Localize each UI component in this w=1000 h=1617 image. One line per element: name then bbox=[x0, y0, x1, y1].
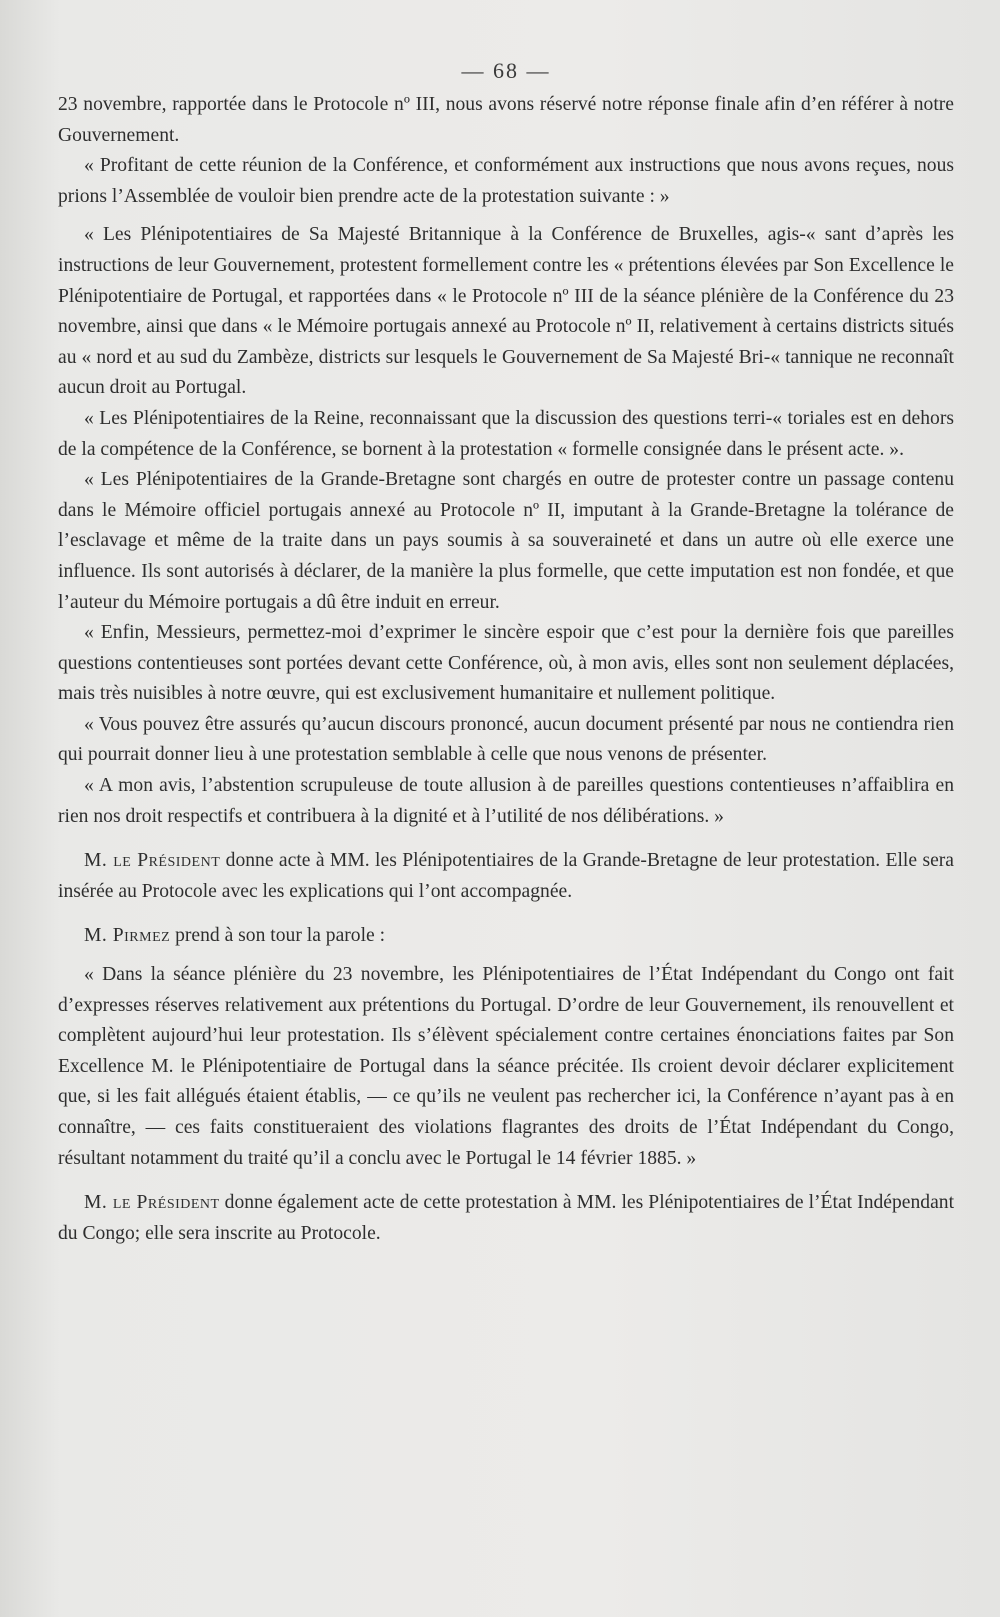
speaker-name: M. le Président bbox=[84, 1192, 220, 1214]
page-number: — 68 — bbox=[461, 58, 551, 83]
president-statement bbox=[58, 1188, 954, 1249]
speaker-name: M. le Président bbox=[84, 850, 221, 872]
statement-text: donne également acte de cette protestation à MM. les Plénipotentiaires de l’État Indépendant du Congo; elle sera inscrite au Protocole. bbox=[58, 1192, 955, 1244]
paragraph: « Vous pouvez être assurés qu’aucun discours prononcé, aucun document présenté par nous ne contiendra rien qui pourrait donner lieu à une protestation semblable à celle que nous venons de présenter. bbox=[58, 713, 954, 766]
statement-text: donne acte à MM. les Plénipotentiaires de la Grande-Bretagne de leur protestation. Elle sera insérée au Protocole avec les explications qui l’ont accompagnée. bbox=[58, 850, 954, 902]
paragraph: « Les Plénipotentiaires de la Grande-Bretagne sont chargés en outre de protester contre un passage contenu dans le Mémoire officiel portugais annexé au Protocole nº II, imputant à la Grande-Bretagne la tolérance de l’esclavage et même de la traite dans un pays soumis à sa souveraineté et dans un autre où elle exerce une influence. Ils sont autorisés à déclarer, de la manière la plus formelle, que cette imputation est non fondée, et que l’auteur du Mémoire portugais a dû être induit en erreur. bbox=[58, 469, 954, 613]
body-text bbox=[58, 90, 954, 1249]
quoted-protest: « Les Plénipotentiaires de Sa Majesté Britannique à la Conférence de Bruxelles, agis-« sant d’après les instructions de leur Gouvernement, protestent formellement contre les « prétentions élevées par Son Excellence le Plénipotentiaire de Portugal, et rapportées dans « le Protocole nº III de la séance plénière de la Conférence du 23 novembre, ainsi que dans « le Mémoire portugais annexé au Protocole nº II, relativement à certains districts situés au « nord et au sud du Zambèze, districts sur lesquels le Gouvernement de Sa Majesté Bri-« tannique ne reconnaît aucun droit au Portugal. bbox=[58, 224, 954, 399]
president-statement bbox=[58, 846, 954, 907]
statement-text: prend à son tour la parole : bbox=[170, 925, 386, 947]
paragraph: 23 novembre, rapportée dans le Protocole nº III, nous avons réservé notre réponse finale afin d’en référer à notre Gouvernement. bbox=[58, 94, 954, 146]
paragraph: « Profitant de cette réunion de la Conférence, et conformément aux instructions que nous avons reçues, nous prions l’Assemblée de vouloir bien prendre acte de la protestation suivante : » bbox=[58, 155, 954, 207]
paragraph: « A mon avis, l’abstention scrupuleuse de toute allusion à de pareilles questions contentieuses n’affaiblira en rien nos droit respectifs et contribuera à la dignité et à l’utilité de nos délibérations. » bbox=[58, 775, 954, 827]
speaker-name: M. Pirmez bbox=[84, 925, 171, 947]
pirmez-statement bbox=[58, 921, 954, 952]
paragraph: « Enfin, Messieurs, permettez-moi d’exprimer le sincère espoir que c’est pour la dernière fois que pareilles questions contentieuses sont portées devant cette Conférence, où, à mon avis, elles sont non seulement déplacées, mais très nuisibles à notre œuvre, qui est exclusivement humanitaire et nullement politique. bbox=[58, 622, 954, 705]
paragraph: « Dans la séance plénière du 23 novembre, les Plénipotentiaires de l’État Indépendant du Congo ont fait d’expresses réserves relativement aux prétentions du Portugal. D’ordre de leur Gouvernement, ils renouvellent et complètent aujourd’hui leur protestation. Ils s’élèvent spécialement contre certaines énonciations faites par Son Excellence M. le Plénipotentiaire de Portugal dans la séance précitée. Ils croient devoir déclarer explicitement que, si les fait allégués étaient établis, — ce qu’ils ne veulent pas rechercher ici, la Conférence n’ayant pas à en connaître, — ces faits constitueraient des violations flagrantes des droits de l’État Indépendant du Congo, résultant notamment du traité qu’il a conclu avec le Portugal le 14 février 1885. » bbox=[58, 964, 954, 1169]
quoted-protest: « Les Plénipotentiaires de la Reine, reconnaissant que la discussion des questions terri-« toriales est en dehors de la compétence de la Conférence, se bornent à la protestation « formelle consignée dans le présent acte. ». bbox=[58, 407, 954, 460]
